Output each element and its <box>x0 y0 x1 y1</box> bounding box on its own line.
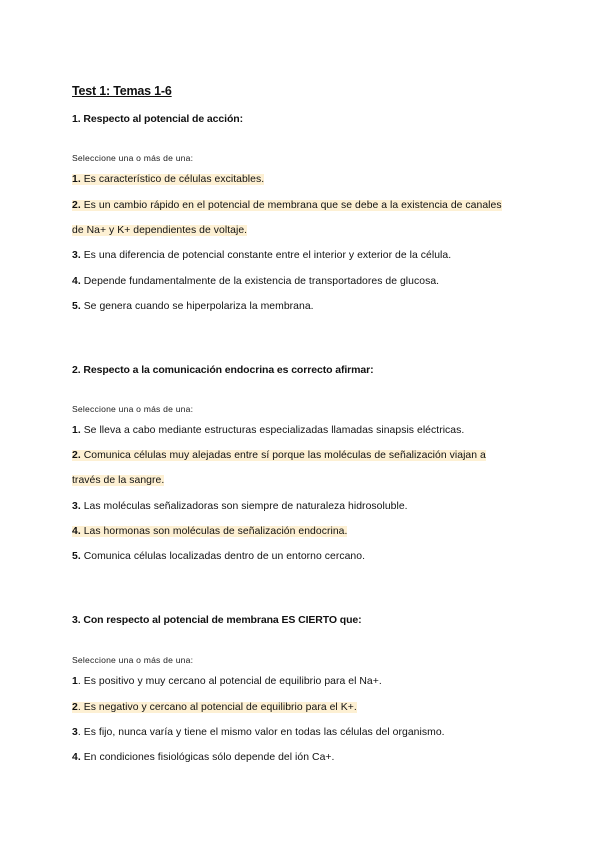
question-1: 1. Respecto al potencial de acción: <box>72 113 243 125</box>
q2-option-4: 4. Las hormonas son moléculas de señalización endocrina. <box>72 526 348 537</box>
q3-option-1: 1. Es positivo y muy cercano al potencial de equilibrio para el Na+. <box>72 676 382 687</box>
question-2: 2. Respecto a la comunicación endocrina es correcto afirmar: <box>72 364 374 376</box>
question-3: 3. Con respecto al potencial de membrana ES CIERTO que: <box>72 614 362 626</box>
q3-option-2: 2. Es negativo y cercano al potencial de equilibrio para el K+. <box>72 702 357 713</box>
instruction-2: Seleccione una o más de una: <box>72 404 194 414</box>
q1-option-3: 3. Es una diferencia de potencial constante entre el interior y exterior de la célula. <box>72 250 452 261</box>
page-title: Test 1: Temas 1-6 <box>72 84 172 98</box>
q3-option-3: 3. Es fijo, nunca varía y tiene el mismo valor en todas las células del organismo. <box>72 727 445 738</box>
q1-option-2: 2. Es un cambio rápido en el potencial de membrana que se debe a la existencia de canales <box>72 200 502 211</box>
q2-option-3: 3. Las moléculas señalizadoras son siempre de naturaleza hidrosoluble. <box>72 501 408 512</box>
q3-option-4: 4. En condiciones fisiológicas sólo depende del ión Ca+. <box>72 752 335 763</box>
q2-option-2-cont: través de la sangre. <box>72 475 165 486</box>
q1-option-5: 5. Se genera cuando se hiperpolariza la membrana. <box>72 301 314 312</box>
instruction-1: Seleccione una o más de una: <box>72 153 194 163</box>
q2-option-5: 5. Comunica células localizadas dentro de un entorno cercano. <box>72 551 366 562</box>
q1-option-1: 1. Es característico de células excitables. <box>72 174 265 185</box>
q1-option-2-cont: de Na+ y K+ dependientes de voltaje. <box>72 225 248 236</box>
q2-option-2: 2. Comunica células muy alejadas entre sí porque las moléculas de señalización viajan a <box>72 450 486 461</box>
q1-option-4: 4. Depende fundamentalmente de la existencia de transportadores de glucosa. <box>72 276 440 287</box>
q2-option-1: 1. Se lleva a cabo mediante estructuras especializadas llamadas sinapsis eléctricas. <box>72 425 465 436</box>
instruction-3: Seleccione una o más de una: <box>72 655 194 665</box>
